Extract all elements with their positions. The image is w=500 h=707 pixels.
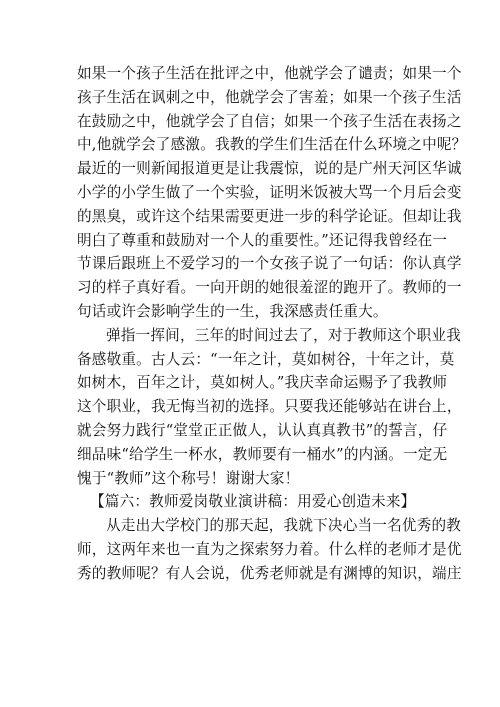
- text-line: 句话或许会影响学生的一生，我深感责任重大。: [77, 302, 388, 320]
- text-line: 这个职业，我无悔当初的选择。只要我还能够站在讲台上，: [77, 398, 462, 416]
- text-line: 从走出大学校门的那天起，我就下决心当一名优秀的教: [106, 517, 462, 535]
- text-line: 明白了尊重和鼓励对一个人的重要性。”还记得我曾经在一: [77, 231, 448, 249]
- text-line: 师，这两年来也一直为之探索努力着。什么样的老师才是优: [77, 540, 462, 558]
- body-text: [77, 62, 467, 586]
- text-line: 孩子生活在讽刺之中，他就学会了害羞；如果一个孩子生活: [77, 88, 462, 106]
- text-line: 小学的小学生做了一个实验，证明米饭被大骂一个月后会变: [77, 183, 462, 201]
- text-line: 备感敬重。古人云：“一年之计，莫如树谷，十年之计，莫: [77, 350, 455, 368]
- text-line: 中,他就学会了感激。我教的学生们生活在什么环境之中呢？: [77, 136, 467, 154]
- text-line: 如果一个孩子生活在批评之中，他就学会了谴责；如果一个: [77, 65, 462, 82]
- text-line: 节课后跟班上不爱学习的一个女孩子说了一句话：你认真学: [77, 255, 462, 273]
- text-line: 愧于“教师”这个称号！谢谢大家！: [77, 469, 300, 487]
- text-line: 弹指一挥间，三年的时间过去了，对于教师这个职业我: [106, 326, 462, 344]
- text-line: 最近的一则新闻报道更是让我震惊，说的是广州天河区华诚: [77, 160, 462, 178]
- text-line: 在鼓励之中，他就学会了自信；如果一个孩子生活在表扬之: [77, 112, 462, 130]
- text-line: 秀的教师呢？有人会说，优秀老师就是有渊博的知识，端庄: [77, 564, 462, 582]
- text-line: 的黑臭，或许这个结果需要更进一步的科学论证。但却让我: [77, 207, 462, 225]
- text-line: 就会努力践行“堂堂正正做人，认认真真教书”的誓言，仔: [77, 421, 448, 439]
- section-heading: 【篇六：教师爱岗敬业演讲稿：用爱心创造未来】: [90, 493, 416, 511]
- text-line: 如树木，百年之计，莫如树人。”我庆幸命运赐予了我教师: [77, 374, 448, 392]
- text-line: 习的样子真好看。一向开朗的她很羞涩的跑开了。教师的一: [77, 279, 462, 297]
- text-line: 细品味“给学生一杯水，教师要有一桶水”的内涵。一定无: [77, 445, 448, 463]
